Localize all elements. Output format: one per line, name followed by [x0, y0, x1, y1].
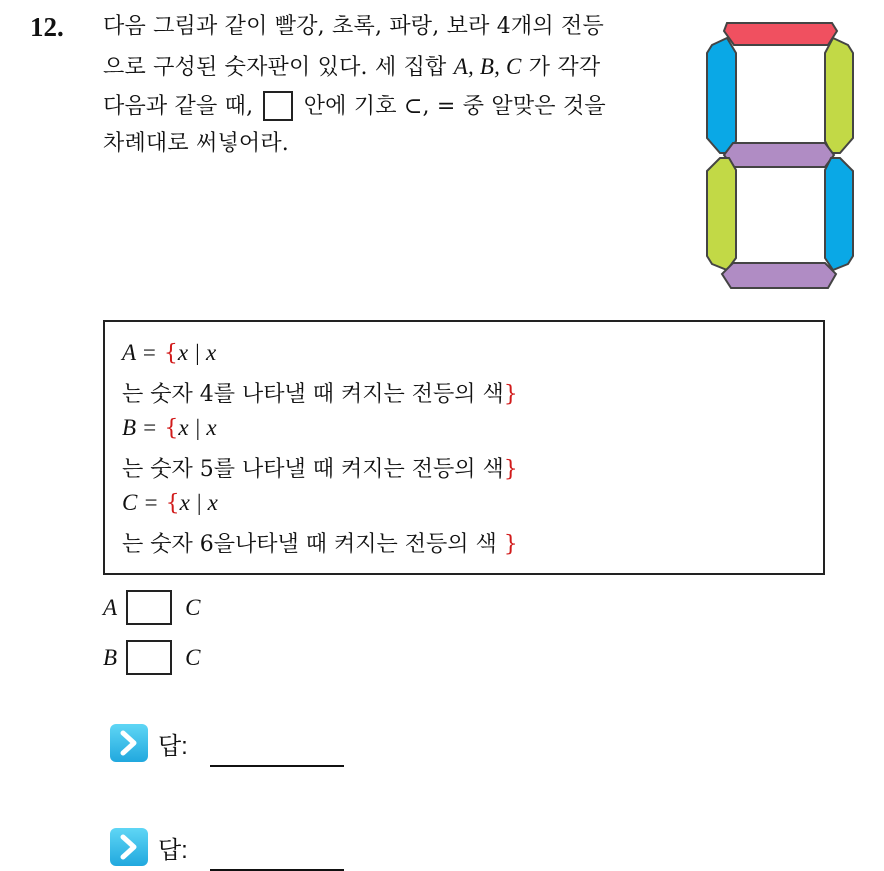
- set-c-header: [122, 490, 218, 516]
- answer-row-1: [110, 724, 344, 767]
- segment-lower-left: [707, 158, 736, 270]
- chevron-right-icon: [110, 724, 148, 762]
- set-a-lhs: A =: [122, 340, 157, 365]
- relation-1-right: C: [185, 595, 201, 620]
- set-b-close-brace: }: [503, 457, 518, 482]
- answer-2-label: 답:: [158, 836, 188, 864]
- set-b-desc: 는 숫자 5를 나타낼 때 켜지는 전등의 색: [122, 457, 504, 482]
- set-a-open-brace: {: [163, 341, 178, 366]
- question-line-3-text: 다음과 같을 때,: [103, 94, 254, 119]
- set-c-var: x | x: [179, 490, 218, 515]
- segment-middle: [724, 143, 834, 167]
- answer-row-2: [110, 828, 344, 871]
- set-b-lhs: B =: [122, 415, 158, 440]
- question-line-1: 다음 그림과 같이 빨강, 초록, 파랑, 보라 4개의 전등: [103, 14, 604, 39]
- set-a-header: [122, 340, 216, 366]
- relation-row-2: [103, 640, 200, 675]
- set-b-var: x | x: [178, 415, 217, 440]
- set-a-var: x | x: [177, 340, 217, 365]
- relation-1-blank-box[interactable]: [126, 590, 172, 625]
- seven-segment-display: [700, 18, 860, 294]
- sets-label: A, B, C: [453, 54, 522, 79]
- answer-1-label: 답:: [158, 732, 188, 760]
- set-b-desc-line: [122, 452, 518, 483]
- segment-upper-left: [707, 38, 736, 153]
- question-line-2-suffix: 가 각각: [528, 55, 601, 80]
- question-number: 12.: [30, 12, 64, 42]
- chevron-right-icon: [110, 828, 148, 866]
- relation-2-right: C: [185, 645, 201, 670]
- relation-2-blank-box[interactable]: [126, 640, 172, 675]
- segment-lower-right: [825, 158, 853, 270]
- inline-blank-box: [263, 91, 293, 121]
- question-line-2-text: 으로 구성된 숫자판이 있다. 세 집합: [103, 55, 447, 80]
- set-b-open-brace: {: [164, 416, 179, 441]
- relation-row-1: [103, 590, 200, 625]
- set-c-desc: 는 숫자 6을나타낼 때 켜지는 전등의 색: [122, 532, 504, 557]
- set-a-desc: 는 숫자 4를 나타낼 때 켜지는 전등의 색: [122, 382, 504, 407]
- set-a-desc-line: [122, 377, 518, 408]
- question-line-2: [103, 52, 600, 83]
- answer-1-blank-line[interactable]: [210, 765, 344, 767]
- segment-bottom: [722, 263, 836, 288]
- set-b-header: [122, 415, 217, 441]
- set-c-close-brace: }: [503, 532, 518, 557]
- set-c-open-brace: {: [165, 491, 180, 516]
- segment-top: [724, 23, 837, 45]
- set-a-close-brace: }: [503, 382, 518, 407]
- relation-2-left: B: [103, 645, 118, 670]
- set-c-lhs: C =: [122, 490, 159, 515]
- set-c-desc-line: [122, 527, 518, 558]
- question-line-3-suffix: 안에 기호 ⊂, = 중 알맞은 것을: [303, 94, 606, 119]
- segment-upper-right: [825, 38, 853, 153]
- question-line-3: [103, 91, 606, 122]
- question-line-4: 차례대로 써넣어라.: [103, 131, 290, 156]
- relation-1-left: A: [103, 595, 118, 620]
